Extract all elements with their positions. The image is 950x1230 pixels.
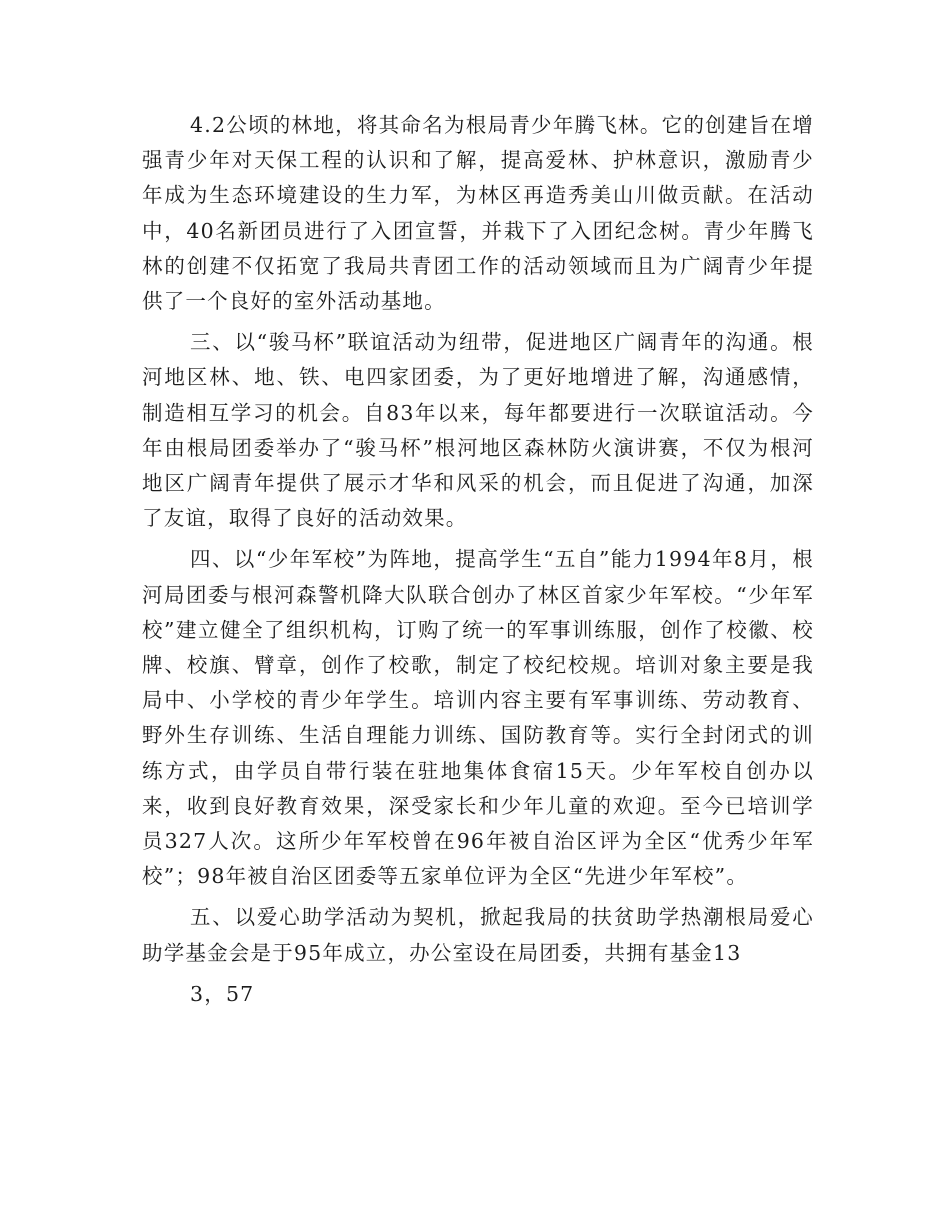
document-body	[142, 108, 814, 1012]
paragraph-junma-cup: 三、以“骏马杯”联谊活动为纽带，促进地区广阔青年的沟通。根河地区林、地、铁、电四家团委，为了更好地增进了解，沟通感情，制造相互学习的机会。自83年以来，每年都要进行一次联谊活动。今年由根局团委举办了“骏马杯”根河地区森林防火演讲赛，不仅为根河地区广阔青年提供了展示才华和风采的机会，而且促进了沟通，加深了友谊，取得了良好的活动效果。	[142, 330, 814, 531]
paragraph-aid-fund: 五、以爱心助学活动为契机，掀起我局的扶贫助学热潮根局爱心助学基金会是于95年成立，办公室设在局团委，共拥有基金13	[142, 905, 814, 965]
paragraph-youth-military-school: 四、以“少年军校”为阵地，提高学生“五自”能力1994年8月，根河局团委与根河森警机降大队联合创办了林区首家少年军校。“少年军校”建立健全了组织机构，订购了统一的军事训练服，创作了校徽、校牌、校旗、臂章，创作了校歌，制定了校纪校规。培训对象主要是我局中、小学校的青少年学生。培训内容主要有军事训练、劳动教育、野外生存训练、生活自理能力训练、国防教育等。实行全封闭式的训练方式，由学员自带行装在驻地集体食宿15天。少年军校自创办以来，收到良好教育效果，深受家长和少年儿童的欢迎。至今已培训学员327人次。这所少年军校曾在96年被自治区评为全区“优秀少年军校”；98年被自治区团委等五家单位评为全区“先进少年军校”。	[142, 547, 814, 889]
paragraph-fragment: 3，57	[190, 981, 255, 1006]
paragraph-forest: 4.2公顷的林地，将其命名为根局青少年腾飞林。它的创建旨在增强青少年对天保工程的认识和了解，提高爱林、护林意识，激励青少年成为生态环境建设的生力军，为林区再造秀美山川做贡献。在活动中，40名新团员进行了入团宣誓，并栽下了入团纪念树。青少年腾飞林的创建不仅拓宽了我局共青团工作的活动领域而且为广阔青少年提供了一个良好的室外活动基地。	[142, 113, 814, 314]
